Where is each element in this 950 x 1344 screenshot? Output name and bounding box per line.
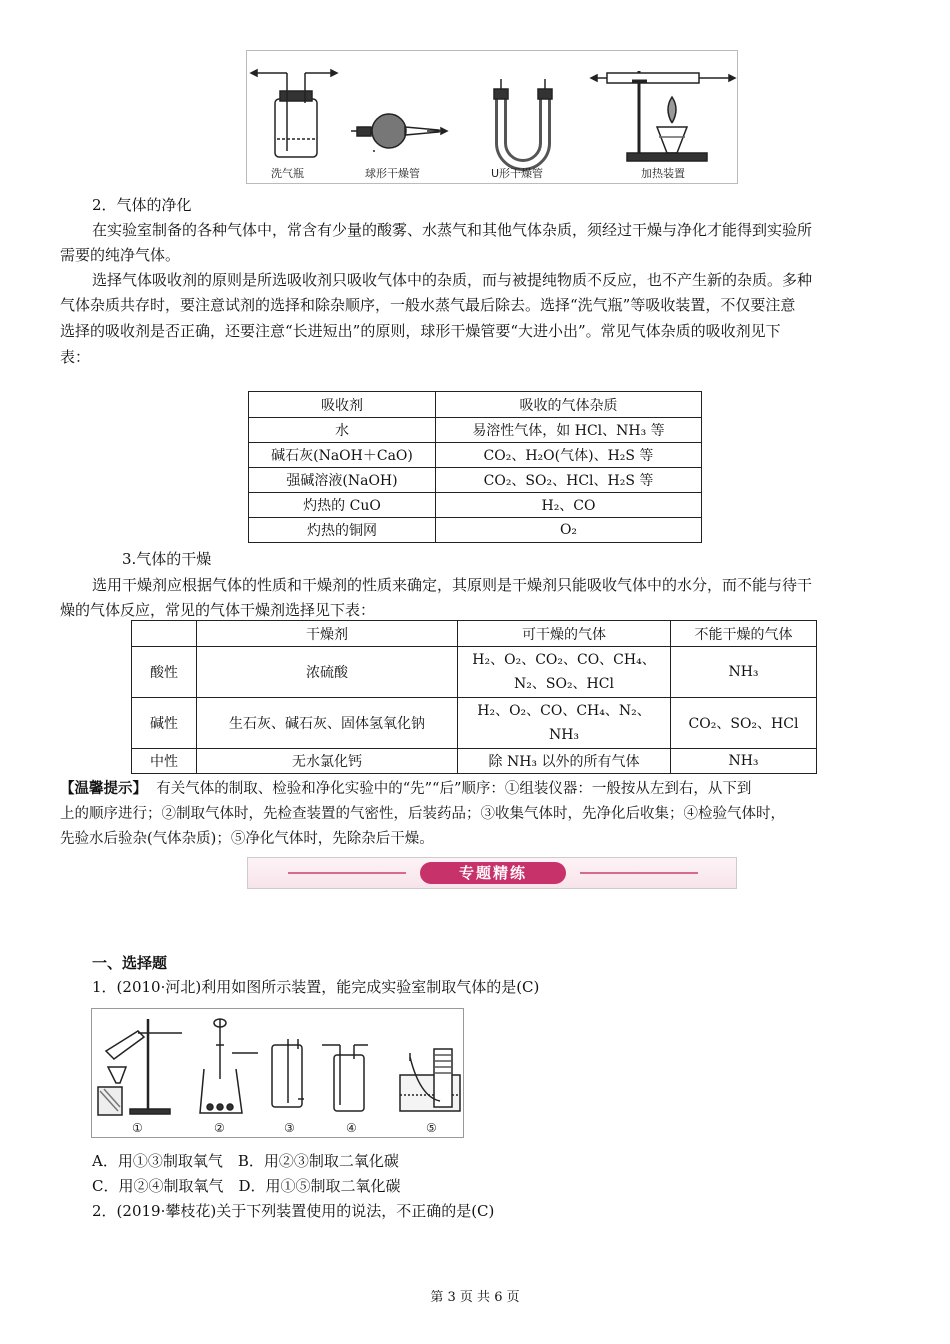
sec2-paragraph-2-line-1: 选择气体吸收剂的原则是所选吸收剂只吸收气体中的杂质，而与被提纯物质不反应，也不产生新的杂质。多种: [92, 271, 813, 289]
tip-label: 【温馨提示】: [60, 780, 147, 797]
sec2-paragraph-2-line-3: 选择的吸收剂是否正确，还要注意“长进短出”的原则，球形干燥管要“大进小出”。常见气体杂质的吸收剂见下: [60, 322, 781, 340]
banner-title: 专题精练: [420, 862, 566, 884]
table-header: [132, 621, 197, 647]
sec2-paragraph-2-line-4: 表：: [60, 348, 91, 366]
caption-drying-tube: 球形干燥管: [365, 167, 420, 180]
cell-line: H₂、O₂、CO₂、CO、CH₄、: [472, 652, 656, 668]
cell-line: H₂、O₂、CO、CH₄、N₂、: [477, 703, 651, 719]
table-cell: CO₂、SO₂、HCl: [671, 698, 817, 749]
table-header: 不能干燥的气体: [671, 621, 817, 647]
caption-u-tube: U形干燥管: [491, 167, 544, 180]
section-2-heading: 2．气体的净化: [92, 196, 192, 214]
table-cell: H₂、CO: [436, 493, 702, 518]
figure-label-2: ②: [214, 1121, 225, 1135]
table-cell: O₂: [436, 518, 702, 543]
table-cell: 浓硫酸: [197, 647, 458, 698]
table-cell: 水: [249, 418, 436, 443]
table-cell: 酸性: [132, 647, 197, 698]
table-cell: [458, 698, 671, 749]
sec2-paragraph-1-line-1: 在实验室制备的各种气体中，常含有少量的酸雾、水蒸气和其他气体杂质，须经过干燥与净化才能得到实验所: [92, 221, 813, 239]
caption-heating: 加热装置: [641, 167, 685, 180]
tip-line-1: [60, 775, 751, 803]
tip-line-3: 先验水后验杂(气体杂质)；⑤净化气体时，先除杂后干燥。: [60, 831, 434, 847]
banner-line-left: [288, 872, 406, 874]
table-cell: 生石灰、碱石灰、固体氢氧化钠: [197, 698, 458, 749]
tip-text: 有关气体的制取、检验和净化实验中的“先”“后”顺序：①组装仪器：一般按从左到右，从下到: [156, 781, 752, 797]
question-1-drawing: [92, 1009, 463, 1137]
table-cell: 无水氯化钙: [197, 749, 458, 774]
table-cell: NH₃: [671, 749, 817, 774]
part-1-heading: 一、选择题: [92, 954, 168, 972]
figure-label-5: ⑤: [426, 1121, 437, 1135]
sec2-paragraph-1-line-2: 需要的纯净气体。: [60, 246, 181, 264]
question-2-stem: 2．(2019·攀枝花)关于下列装置使用的说法，不正确的是(C): [92, 1202, 495, 1220]
apparatus-drawing: [247, 51, 737, 183]
table-cell: NH₃: [671, 647, 817, 698]
banner-line-right: [580, 872, 698, 874]
question-1-stem: 1．(2010·河北)利用如图所示装置，能完成实验室制取气体的是(C): [92, 978, 540, 996]
table-header: 可干燥的气体: [458, 621, 671, 647]
table-cell: [458, 647, 671, 698]
caption-wash-bottle: 洗气瓶: [271, 167, 304, 180]
table-cell: 灼热的 CuO: [249, 493, 436, 518]
cell-line: NH₃: [548, 727, 580, 743]
figure-label-1: ①: [132, 1121, 143, 1135]
tip-line-2: 上的顺序进行；②制取气体时，先检查装置的气密性，后装药品；③收集气体时，先净化后收集；④检验气体时，: [60, 806, 785, 822]
figure-label-4: ④: [346, 1121, 357, 1135]
question-1-figure: [91, 1008, 464, 1138]
apparatus-figure: [246, 50, 738, 184]
sec3-paragraph-line-2: 燥的气体反应，常见的气体干燥剂选择见下表：: [60, 601, 376, 619]
table-cell: 中性: [132, 749, 197, 774]
section-banner: [247, 857, 737, 889]
section-3-heading: 3.气体的干燥: [122, 550, 212, 568]
table-cell: CO₂、H₂O(气体)、H₂S 等: [436, 443, 702, 468]
sec3-paragraph-line-1: 选用干燥剂应根据气体的性质和干燥剂的性质来确定，其原则是干燥剂只能吸收气体中的水分，而不能与待干: [92, 576, 813, 594]
question-1-options-ab: A．用①③制取氧气 B．用②③制取二氧化碳: [92, 1152, 399, 1170]
table-cell: CO₂、SO₂、HCl、H₂S 等: [436, 468, 702, 493]
table-cell: 碱性: [132, 698, 197, 749]
table-cell: 除 NH₃ 以外的所有气体: [458, 749, 671, 774]
table-header: 干燥剂: [197, 621, 458, 647]
page-footer: 第 3 页 共 6 页: [430, 1290, 520, 1305]
desiccant-table: [131, 620, 817, 774]
absorbent-table: [248, 391, 702, 543]
figure-label-3: ③: [284, 1121, 295, 1135]
table-cell: 强碱溶液(NaOH): [249, 468, 436, 493]
sec2-paragraph-2-line-2: 气体杂质共存时，要注意试剂的选择和除杂顺序，一般水蒸气最后除去。选择“洗气瓶”等吸收装置，不仅要注意: [60, 296, 796, 314]
table-cell: 碱石灰(NaOH＋CaO): [249, 443, 436, 468]
table-cell: 易溶性气体，如 HCl、NH₃ 等: [436, 418, 702, 443]
table-cell: 灼热的铜网: [249, 518, 436, 543]
table-header: 吸收剂: [249, 392, 436, 418]
question-1-options-cd: C．用②④制取氧气 D．用①⑤制取二氧化碳: [92, 1177, 401, 1195]
cell-line: N₂、SO₂、HCl: [514, 676, 614, 692]
table-header: 吸收的气体杂质: [436, 392, 702, 418]
